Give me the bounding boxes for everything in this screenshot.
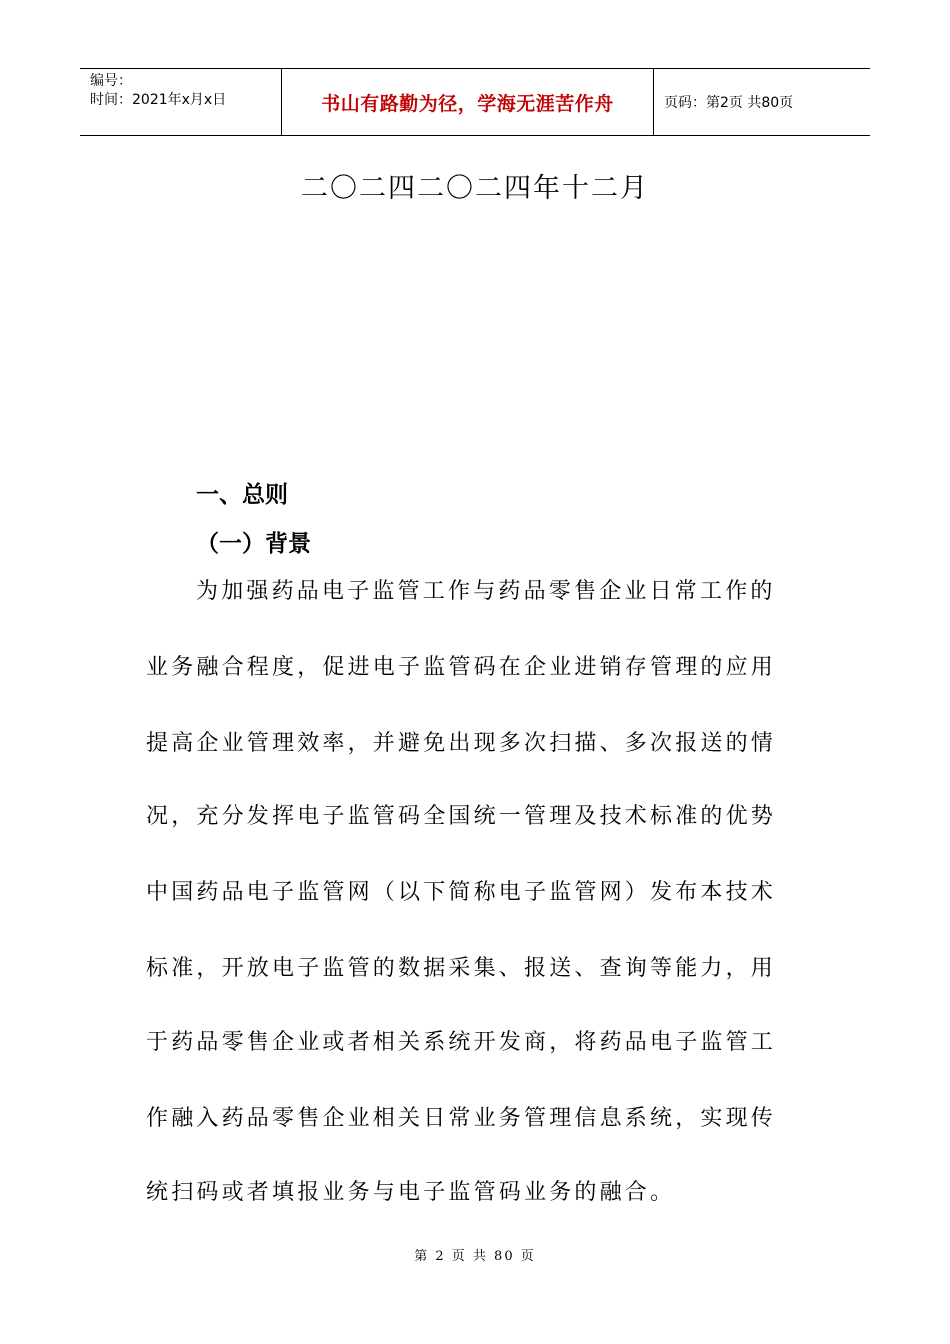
document-number-label: 编号： bbox=[90, 73, 132, 89]
header-info-cell bbox=[80, 69, 282, 135]
paragraph-line-8: 作融入药品零售企业相关日常业务管理信息系统，实现传 bbox=[146, 1106, 777, 1131]
document-time-label: 时间：2021年x月x日 bbox=[90, 92, 227, 108]
paragraph-line-6: 标准，开放电子监管的数据采集、报送、查询等能力，用 bbox=[146, 956, 777, 981]
paragraph-line-7: 于药品零售企业或者相关系统开发商，将药品电子监管工 bbox=[146, 1030, 777, 1055]
header-motto: 书山有路勤为径，学海无涯苦作舟 bbox=[282, 69, 654, 135]
document-date-title: 二〇二四二〇二四年十二月 bbox=[301, 173, 649, 204]
paragraph-line-2: 业务融合程度，促进电子监管码在企业进销存管理的应用 bbox=[146, 655, 777, 680]
paragraph-line-9: 统扫码或者填报业务与电子监管码业务的融合。 bbox=[146, 1180, 676, 1205]
section-title: 一、总则 bbox=[196, 482, 288, 508]
paragraph-line-5: 中国药品电子监管网（以下简称电子监管网）发布本技术 bbox=[146, 880, 777, 905]
page-header bbox=[80, 68, 870, 136]
page-footer: 第 2 页 共 80 页 bbox=[414, 1249, 536, 1264]
subsection-title: （一）背景 bbox=[196, 530, 311, 557]
header-page-code: 页码：第2页 共80页 bbox=[664, 95, 794, 111]
paragraph-line-1: 为加强药品电子监管工作与药品零售企业日常工作的 bbox=[196, 579, 776, 604]
paragraph-line-4: 况，充分发挥电子监管码全国统一管理及技术标准的优势 bbox=[146, 804, 777, 829]
paragraph-line-3: 提高企业管理效率，并避免出现多次扫描、多次报送的情 bbox=[146, 731, 777, 756]
